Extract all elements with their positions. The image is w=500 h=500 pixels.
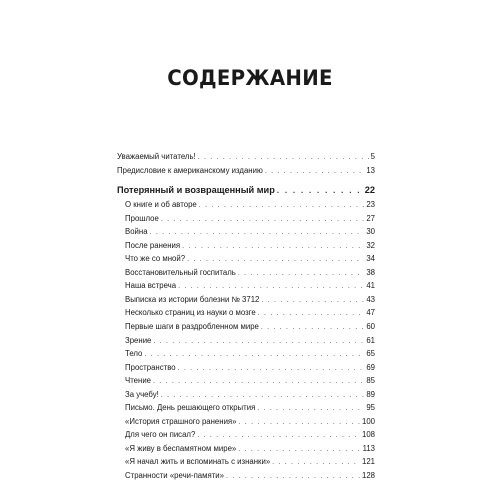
dot-leader — [178, 281, 364, 294]
dot-leader — [187, 254, 364, 267]
toc-entry — [117, 389, 375, 403]
toc-entry-page: 23 — [366, 200, 375, 210]
toc-entry-page: 100 — [361, 416, 375, 426]
toc-entry-page: 47 — [366, 308, 375, 318]
toc-part-heading — [117, 184, 375, 197]
toc-entry-label: Письмо. День решающего открытия — [125, 403, 256, 413]
toc-entry-page: 60 — [366, 322, 375, 332]
toc-entry-page: 61 — [366, 335, 375, 345]
toc-entry-label: «Я начал жить и вспоминать с изнанки» — [125, 457, 271, 467]
toc-entry-page: 43 — [366, 294, 375, 304]
toc-entry — [117, 294, 375, 308]
toc-entry — [117, 226, 375, 240]
toc-part-page: 22 — [364, 185, 375, 196]
dot-leader — [198, 152, 369, 165]
toc-entry-page: 69 — [366, 362, 375, 372]
toc-entry-label: Несколько страниц из науки о мозге — [125, 308, 256, 318]
dot-leader — [261, 295, 364, 308]
toc-entry-label: После ранения — [125, 240, 181, 250]
toc-entry-label: Первые шаги в раздробленном мире — [125, 322, 259, 332]
toc-entry-page: 128 — [361, 471, 375, 481]
dot-leader — [265, 166, 365, 179]
dot-leader — [261, 322, 364, 335]
toc-entry — [117, 429, 375, 443]
chapter-list — [117, 199, 375, 483]
toc-entry — [117, 416, 375, 430]
toc-entry-page: 34 — [366, 254, 375, 264]
toc-entry-label: Чтение — [125, 376, 152, 386]
toc-entry-page: 38 — [366, 267, 375, 277]
toc-entry-label: Что же со мной? — [125, 254, 186, 264]
dot-leader — [258, 308, 365, 321]
toc-entry-page: 108 — [361, 430, 375, 440]
toc-entry — [117, 335, 375, 349]
dot-leader — [199, 200, 365, 213]
dot-leader — [178, 363, 365, 376]
toc-entry-label: Зрение — [125, 335, 152, 345]
toc-entry-label: Война — [125, 227, 148, 237]
toc-entry-label: Тело — [125, 349, 143, 359]
toc-entry-page: 89 — [366, 389, 375, 399]
toc-entry-front-1 — [117, 151, 375, 165]
dot-leader — [144, 349, 364, 362]
toc-entry-label: Предисловие к американскому изданию — [117, 165, 263, 175]
toc-entry-page: 32 — [366, 240, 375, 250]
toc-entry — [117, 470, 375, 484]
toc-entry-page: 85 — [366, 376, 375, 386]
dot-leader — [153, 376, 364, 389]
toc-entry-page: 95 — [366, 403, 375, 413]
toc-entry-label: Странности «речи-памяти» — [125, 471, 224, 481]
toc-entry-label: Уважаемый читатель! — [117, 152, 196, 161]
toc-entry-label: Восстановительный госпиталь — [125, 267, 236, 277]
toc-entry — [117, 321, 375, 335]
toc-entry-page: 121 — [361, 457, 375, 467]
toc-entry-label: Выписка из истории болезни № 3712 — [125, 294, 260, 304]
dot-leader — [272, 457, 360, 470]
toc-entry-label: Прошлое — [125, 213, 159, 223]
toc-entry — [117, 280, 375, 294]
dot-leader — [238, 444, 360, 457]
toc-entry-label: О книге и об авторе — [125, 200, 197, 210]
toc-entry-page: 13 — [366, 165, 375, 175]
toc-entry — [117, 199, 375, 213]
toc-entry-page: 41 — [366, 281, 375, 291]
dot-leader — [226, 471, 360, 484]
toc-entry — [117, 213, 375, 227]
table-of-contents — [117, 151, 375, 484]
toc-entry-label: Пространство — [125, 362, 176, 372]
toc-entry — [117, 402, 375, 416]
dot-leader — [238, 268, 365, 281]
dot-leader — [277, 184, 363, 197]
toc-entry — [117, 456, 375, 470]
toc-entry — [117, 443, 375, 457]
dot-leader — [239, 417, 360, 430]
toc-entry-page: 65 — [366, 349, 375, 359]
dot-leader — [197, 430, 360, 443]
toc-entry — [117, 253, 375, 267]
toc-entry-page: 5 — [370, 152, 375, 161]
toc-entry — [117, 362, 375, 376]
toc-entry — [117, 348, 375, 362]
dot-leader — [182, 241, 364, 254]
dot-leader — [257, 403, 364, 416]
toc-entry — [117, 307, 375, 321]
toc-entry-page: 27 — [366, 213, 375, 223]
toc-entry-label: За учебу! — [125, 389, 159, 399]
page-title: СОДЕРЖАНИЕ — [167, 66, 333, 90]
dot-leader — [153, 336, 364, 349]
dot-leader — [150, 227, 365, 240]
toc-entry-page: 113 — [362, 443, 375, 453]
toc-entry-page: 30 — [366, 227, 375, 237]
toc-entry — [117, 375, 375, 389]
toc-entry-label: Наша встреча — [125, 281, 177, 291]
toc-part-label: Потерянный и возвращенный мир — [117, 185, 275, 196]
dot-leader — [161, 390, 365, 403]
toc-entry — [117, 267, 375, 281]
toc-entry-label: «Я живу в беспамятном мире» — [125, 443, 237, 453]
toc-entry-label: «История страшного ранения» — [125, 416, 237, 426]
toc-entry — [117, 240, 375, 254]
toc-entry-label: Для чего он писал? — [125, 430, 196, 440]
dot-leader — [161, 214, 364, 227]
toc-entry-front-2 — [117, 165, 375, 179]
